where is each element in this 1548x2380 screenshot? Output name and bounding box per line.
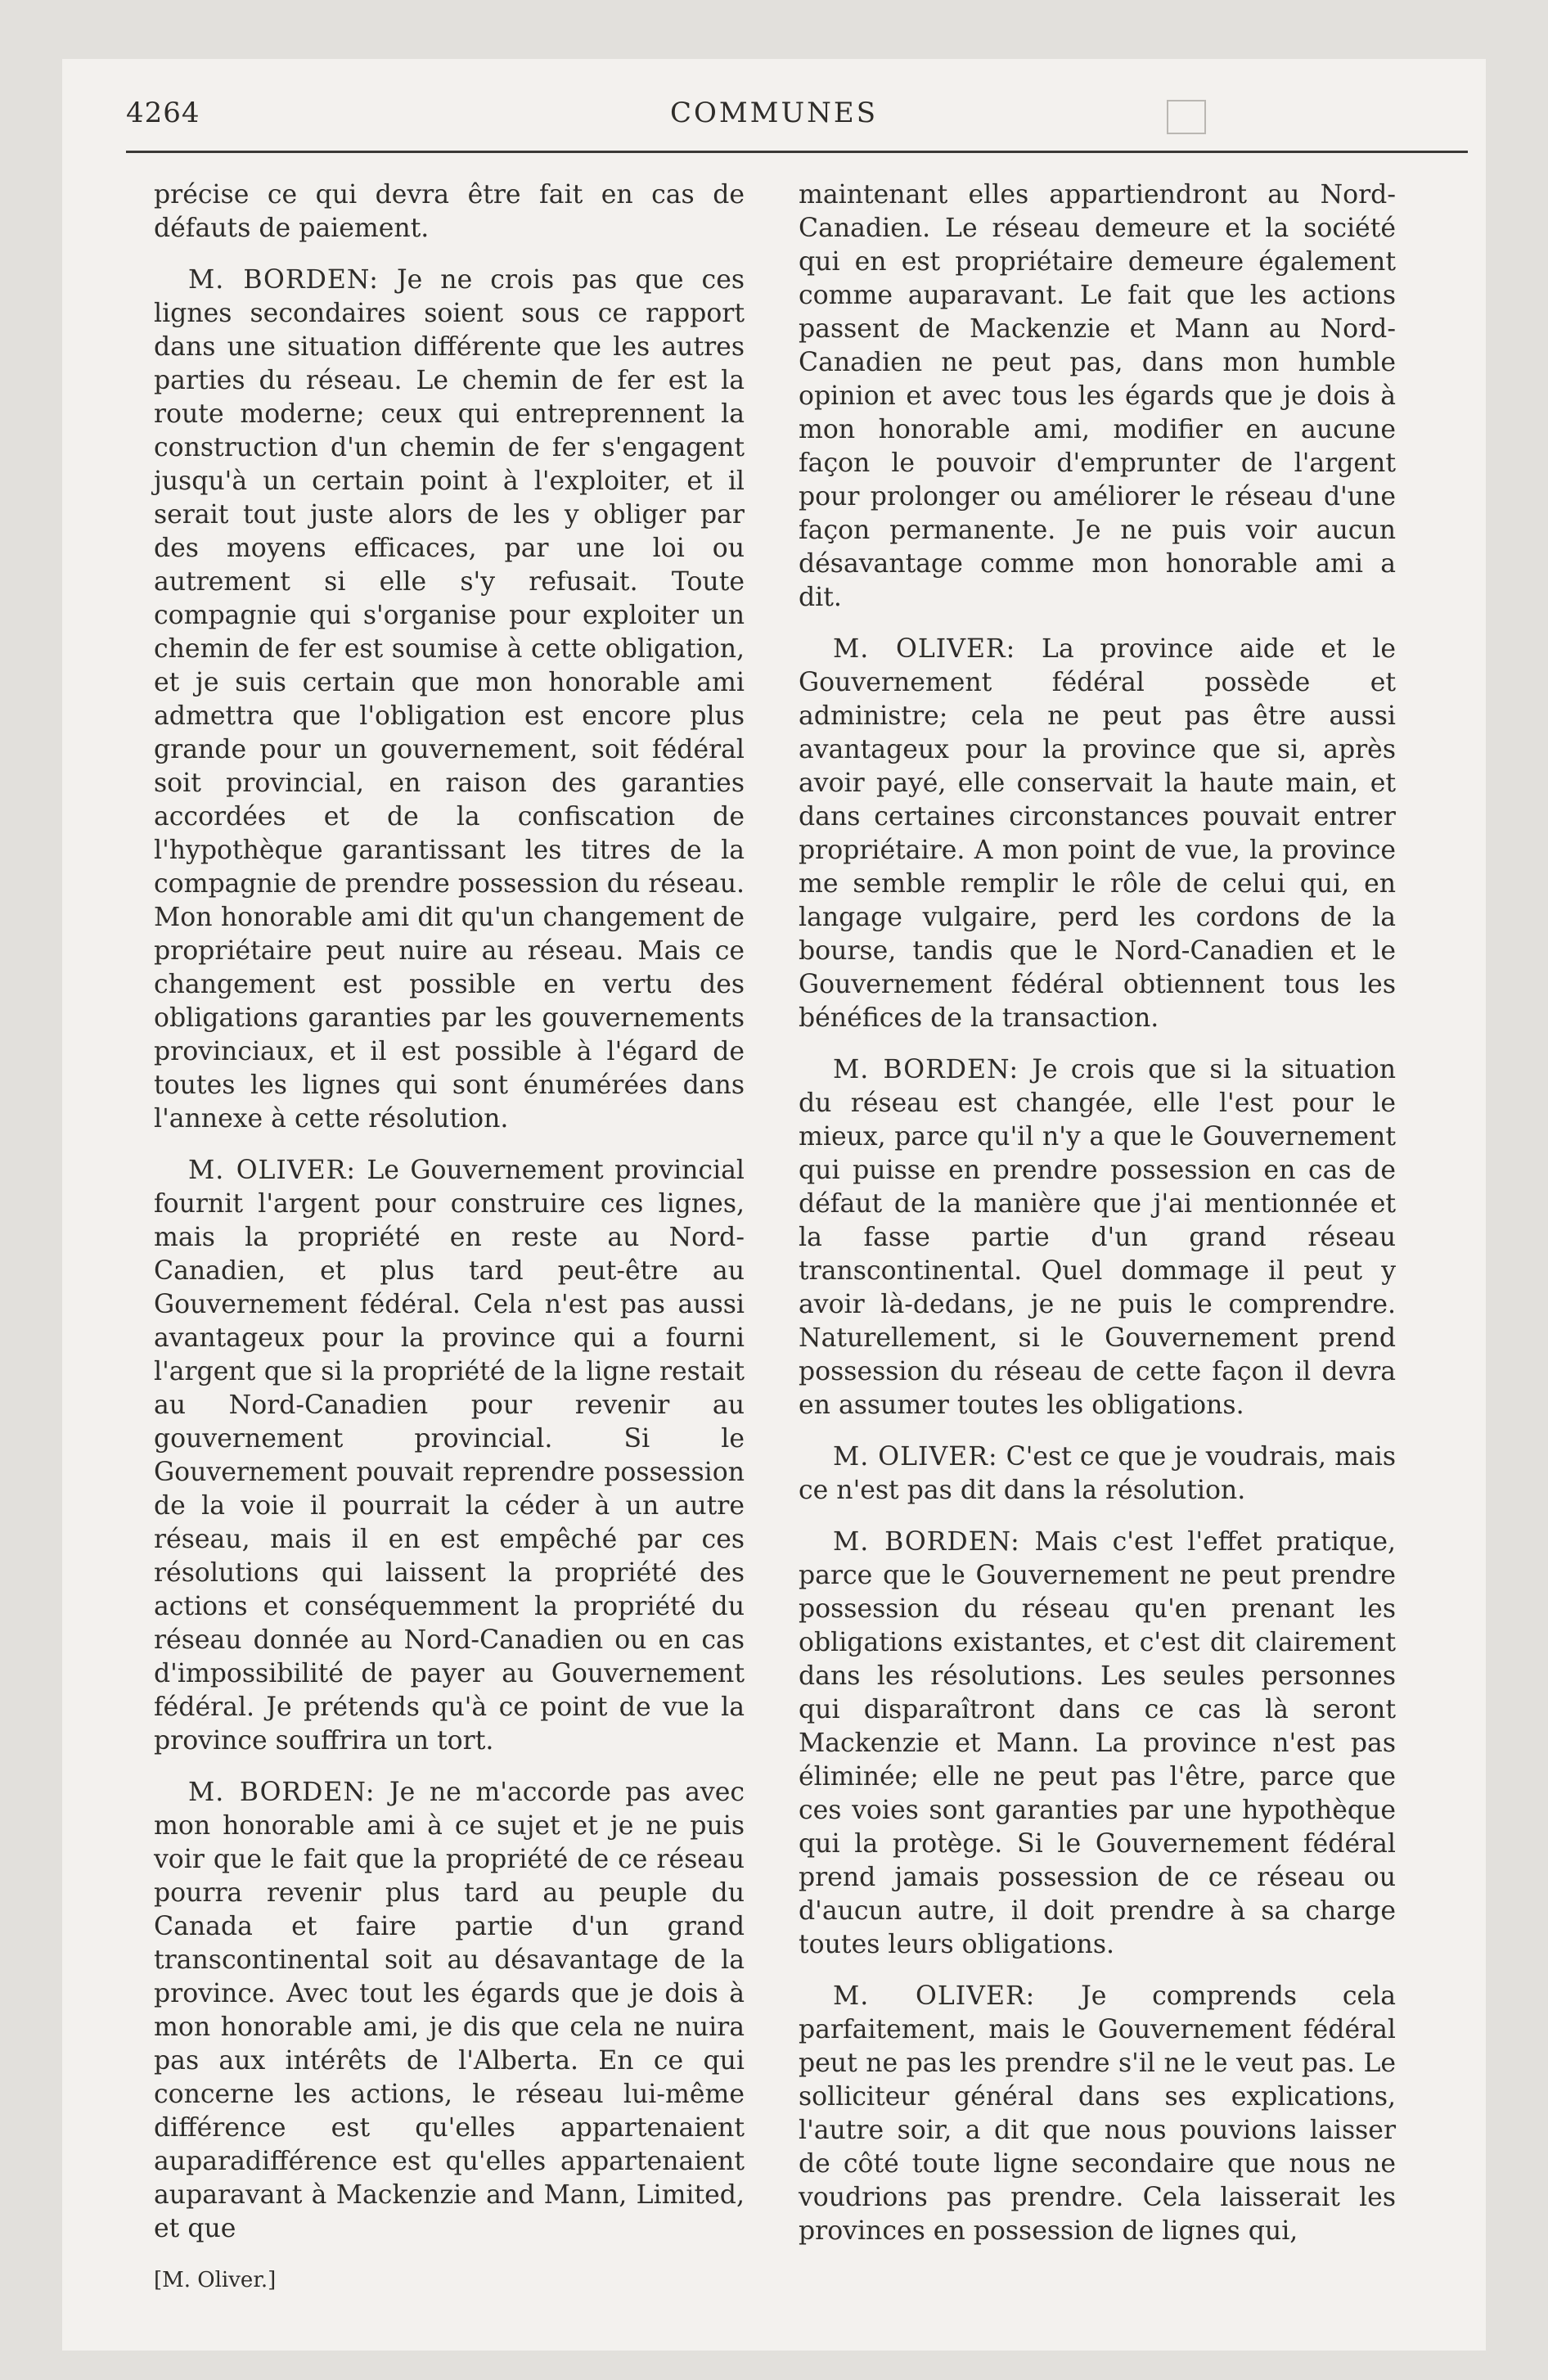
speaker-name: M. BORDEN: xyxy=(833,1527,1020,1557)
paragraph xyxy=(799,1440,1396,1508)
paragraph xyxy=(799,1526,1396,1962)
speech-text: La province aide et le Gouvernement fédéral possède et administre; cela ne peut pas être aussi avantageux pour la province que si, après avoir payé, elle conservait la haute main, et dans certaines circonstances pouvait entrer propriétaire. A mon point de vue, la province me semble remplir le rôle de celui qui, en langage vulgaire, perd les cordons de la bourse, tandis que le Nord-Canadien et le Gouvernement fédéral obtiennent tous les bénéfices de la transaction. xyxy=(799,634,1397,1033)
speech-text: Je ne m'accorde pas avec mon honorable ami à ce sujet et je ne puis voir que le fait que la propriété de ce réseau pourra revenir plus tard au peuple du Canada et faire partie d'un grand transcontinental soit au désavantage de la province. Avec tout les égards que je dois à mon honorable ami, je dis que cela ne nuira pas aux intérêts de l'Alberta. En ce qui concerne les actions, le réseau lui-même différence est qu'elles appartenaient auparadifférence est qu'elles appartenaient auparavant à Mackenzie and Mann, Limited, et que xyxy=(154,1778,745,2243)
speech-text: Je crois que si la situation du réseau est changée, elle l'est pour le mieux, parce qu'il n'y a que le Gouvernement qui puisse en prendre possession en cas de défaut de la manière que j'ai mentionnée et la fasse partie d'un grand réseau transcontinental. Quel dommage il peut y avoir là-dedans, je ne puis le comprendre. Naturellement, si le Gouvernement prend possession du réseau de cette façon il devra en assumer toutes les obligations. xyxy=(799,1055,1396,1420)
page-number: 4264 xyxy=(126,97,200,129)
paragraph xyxy=(154,1154,745,1758)
speech-text: C'est ce que je voudrais, mais ce n'est pas dit dans la résolution. xyxy=(799,1442,1396,1505)
speaker-name: M. OLIVER: xyxy=(833,1442,998,1472)
page-sheet xyxy=(62,59,1486,2351)
paragraph xyxy=(799,633,1396,1035)
speech-text: Je ne crois pas que ces lignes secondaires soient sous ce rapport dans une situation différente que les autres parties du réseau. Le chemin de fer est la route moderne; ceux qui entreprennent la construction d'un chemin de fer s'engagent jusqu'à un certain point à l'exploiter, et il serait tout juste alors de les y obliger par des moyens efficaces, par une loi ou autrement si elle s'y refusait. Toute compagnie qui s'organise pour exploiter un chemin de fer est soumise à cette obligation, et je suis certain que mon honorable ami admettra que l'obligation est encore plus grande pour un gouvernement, soit fédéral soit provincial, en raison des garanties accordées et de la confiscation de l'hypothèque garantissant les titres de la compagnie de prendre possession du réseau. Mon honorable ami dit qu'un changement de propriétaire peut nuire au réseau. Mais ce changement est possible en vertu des obligations garanties par les gouvernements provinciaux, et il est possible à l'égard de toutes les lignes qui sont énumérées dans l'annexe à cette résolution. xyxy=(154,265,745,1134)
speaker-name: M. OLIVER: xyxy=(833,634,1016,664)
right-column xyxy=(799,178,1396,2266)
speaker-name: M. BORDEN: xyxy=(833,1055,1019,1084)
paragraph xyxy=(154,1776,745,2246)
speaker-name: M. BORDEN: xyxy=(188,1778,376,1807)
speech-text: Le Gouvernement provincial fournit l'argent pour construire ces lignes, mais la propriété en reste au Nord-Canadien, et plus tard peut-être au Gouvernement fédéral. Cela n'est pas aussi avantageux pour la province qui a fourni l'argent que si la propriété de la ligne restait au Nord-Canadien pour revenir au gouvernement provincial. Si le Gouvernement pouvait reprendre possession de la voie il pourrait la céder à un autre réseau, mais il en est empêché par ces résolutions qui laissent la propriété des actions et conséquemment la propriété du réseau donnée au Nord-Canadien ou en cas d'impossibilité de payer au Gouvernement fédéral. Je prétends qu'à ce point de vue la province souffrira un tort. xyxy=(154,1156,745,1756)
speaker-name: M. OLIVER: xyxy=(833,1981,1036,2011)
speech-text: Mais c'est l'effet pratique, parce que le Gouvernement ne peut prendre possession du réseau qu'en prenant les obligations existantes, et c'est dit clairement dans les résolutions. Les seules personnes qui disparaîtront dans ce cas là seront Mackenzie et Mann. La province n'est pas éliminée; elle ne peut pas l'être, parce que ces voies sont garanties par une hypothèque qui la protège. Si le Gouvernement fédéral prend jamais possession de ce réseau ou d'aucun autre, il doit prendre à sa charge toutes leurs obligations. xyxy=(799,1527,1396,1959)
left-column xyxy=(154,178,745,2297)
running-title: COMMUNES xyxy=(669,97,879,129)
paragraph xyxy=(154,264,745,1136)
paragraph: précise ce qui devra être fait en cas de défauts de paiement. xyxy=(154,180,745,243)
header-rule xyxy=(126,151,1468,153)
speaker-name: M. OLIVER: xyxy=(188,1156,356,1185)
speaker-name: M. BORDEN: xyxy=(188,265,379,295)
paragraph xyxy=(799,1980,1396,2248)
page-header xyxy=(62,97,1486,137)
speech-text: Je comprends cela parfaitement, mais le Gouvernement fédéral peut ne pas les prendre s'il ne le veut pas. Le solliciteur général dans ses explications, l'autre soir, a dit que nous pouvions laisser de côté toute ligne secondaire que nous ne voudrions pas prendre. Cela laisserait les provinces en possession de lignes qui, xyxy=(799,1981,1397,2246)
speaker-signoff: [M. Oliver.] xyxy=(154,2268,277,2292)
stamp-mark-icon xyxy=(1167,100,1206,134)
paragraph: maintenant elles appartiendront au Nord-Canadien. Le réseau demeure et la société qui en est propriétaire demeure également comme auparavant. Le fait que les actions passent de Mackenzie et Mann au Nord-Canadien ne peut pas, dans mon humble opinion et avec tous les égards que je dois à mon honorable ami, modifier en aucune façon le pouvoir d'emprunter de l'argent pour prolonger ou améliorer le réseau d'une façon permanente. Je ne puis voir aucun désavantage comme mon honorable ami a dit. xyxy=(799,180,1396,612)
paragraph xyxy=(799,1053,1396,1422)
